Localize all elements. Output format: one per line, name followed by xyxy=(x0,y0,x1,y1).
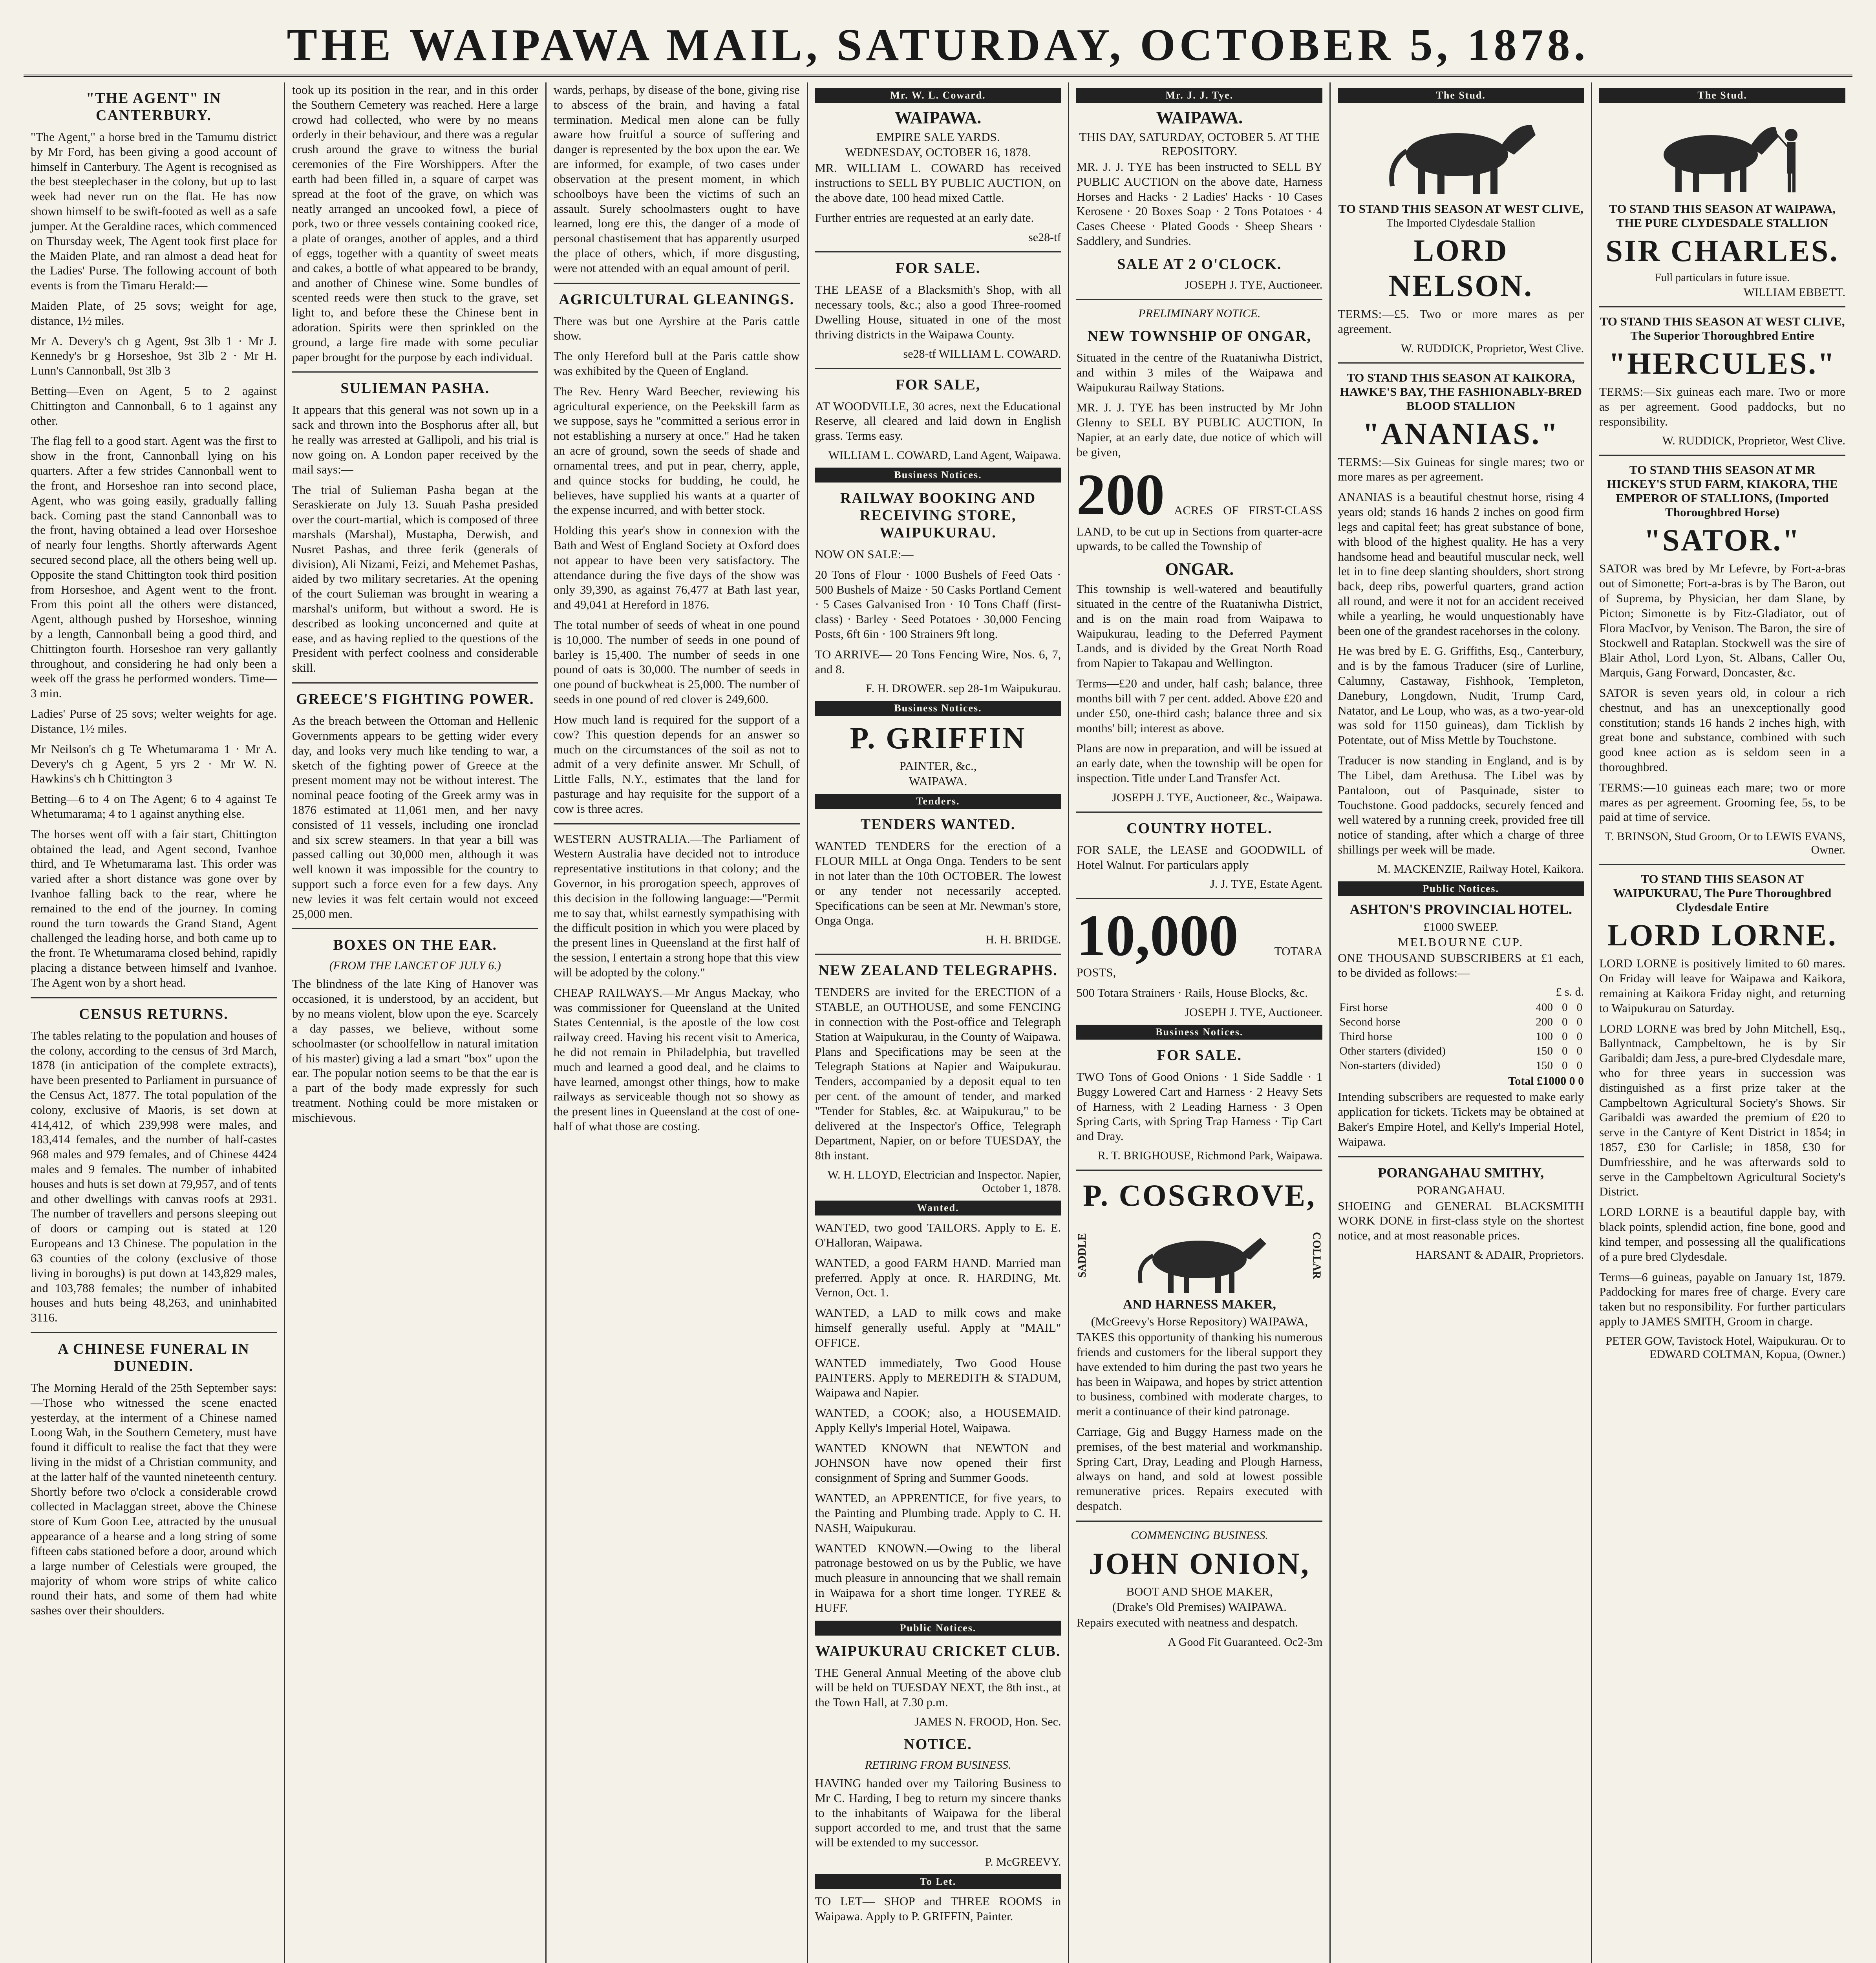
ad-text: Further entries are requested at an early date. xyxy=(815,211,1034,225)
article-paragraph: The flag fell to a good start. Agent was the first to show in the front, Cannonball lying on his quarters. After a few strides Cannonball went to the front, and Horseshoe ran into second place, Agent, who was going easily, gradually falling back. Coming past the stand Cannonball was to the front, having obtained a lead over Horseshoe of nearly four lengths. Shortly afterwards Agent secured second place, all the others being well up. Opposite the stand Chittington took third position from Horseshoe, and Agent went to the front. From this point all the others were distanced, Agent, although pushed by Horseshoe, winning by a length, Cannonball being a good third, and Chittington fourth. Horseshoe ran very gallantly throughout, and considering he had only been a week off the grass he performed wonders. Time—3 min. xyxy=(31,434,277,700)
ad-text: Carriage, Gig and Buggy Harness made on the premises, of the best material and workmanship. Spring Cart, Dray, Leading and Plough Harness, always on hand, and sold at lowest possible remunerative prices. Repairs executed with despatch. xyxy=(1076,1424,1323,1513)
sweep-cell-s: 0 xyxy=(1562,1059,1568,1072)
sweep-cell-label: Second horse xyxy=(1339,1016,1401,1029)
ad-title-tenders: TENDERS WANTED. xyxy=(860,816,1016,833)
ad-title-railway-store: RAILWAY BOOKING AND RECEIVING STORE, WAIPUKURAU. xyxy=(840,490,1036,541)
divider xyxy=(1338,1156,1584,1157)
wanted-ad: WANTED, a good FARM HAND. Married man preferred. Apply at once. R. HARDING, Mt. Vernon, Oct. 1. xyxy=(815,1256,1061,1300)
ad-subheading: The Imported Clydesdale Stallion xyxy=(1386,217,1536,229)
ad-text: Traducer is now standing in England, and is by The Libel, dam Arethusa. The Libel was by Pantaloon, out of Pasquinade, sister to Touchstone. Good paddocks, securely fenced and well watered by a running creek, provided free till notice of standing, after which a charge of three shillings per week will be made. xyxy=(1338,753,1584,856)
ad-signature: PETER GOW, Tavistock Hotel, Waipukurau. Or to EDWARD COLTMAN, Kopua, (Owner.) xyxy=(1605,1334,1846,1361)
ad-text: SATOR was bred by Mr Lefevre, by Fort-a-bras out of Simonette; Fort-a-bras is by The Baron, out of Suprema, by Physician, her dam Slane, by Picton; Simonette is by Fitz-Gladiator, out of Flora MacIvor, by Venison. The Baron, the sire of Stockwell and Rataplan. Stockwell was the sire of Blair Athol, Lord Lyon, St. Albans, Caller Ou, Marquis, Gang Forward, Doncaster, &c. xyxy=(1599,561,1846,680)
stallion-name: "SATOR." xyxy=(1644,523,1801,557)
sweep-row xyxy=(1338,1044,1584,1058)
ad-text: Situated in the centre of the Ruataniwha District, and within 3 miles of the Waipawa and Waipukurau Railway Stations. xyxy=(1076,350,1323,394)
sweep-cell-label: Non-starters (divided) xyxy=(1339,1059,1441,1072)
ad-hercules xyxy=(1599,314,1845,381)
ad-signature: WILLIAM EBBETT. xyxy=(1743,286,1846,299)
ad-signature: R. T. BRIGHOUSE, Richmond Park, Waipawa. xyxy=(1097,1149,1323,1162)
ad-date: WEDNESDAY, OCTOBER 16, 1878. xyxy=(845,145,1031,159)
columns xyxy=(24,82,1852,1963)
ad-title-for-sale: FOR SALE. xyxy=(1157,1047,1242,1064)
sweep-cell-label: Other starters (divided) xyxy=(1339,1045,1446,1058)
headline-census: CENSUS RETURNS. xyxy=(79,1005,229,1022)
ad-location: (Drake's Old Premises) WAIPAWA. xyxy=(1112,1599,1287,1614)
ad-text: This township is well-watered and beautifully situated in the centre of the Ruataniwha District, and is on the main road from Waipawa to Waipukurau, leading to the Deferred Payment Lands, and is divided by the Great North Road from Napier to Takapau and Wellington. xyxy=(1076,582,1323,670)
masthead-title: THE WAIPAWA MAIL, SATURDAY, OCTOBER 5, 1878. xyxy=(287,20,1589,70)
ad-signature: W. RUDDICK, Proprietor, West Clive. xyxy=(1401,342,1584,355)
ad-acres-text: ACRES OF FIRST-CLASS LAND, to be cut up in Sections from quarter-acre upwards, to be called the Township of xyxy=(1076,503,1323,553)
stallion-name: SIR CHARLES. xyxy=(1605,234,1839,268)
headline-greece: GREECE'S FIGHTING POWER. xyxy=(296,691,534,708)
wanted-ad: WANTED, a COOK; also, a HOUSEMAID. Apply Kelly's Imperial Hotel, Waipawa. xyxy=(815,1406,1061,1435)
divider xyxy=(815,251,1061,252)
ad-big-number: 200 xyxy=(1076,462,1165,527)
section-bar-business: Business Notices. xyxy=(815,468,1061,483)
ad-text: Terms—£20 and under, half cash; balance, three months bill with 7 per cent. added. Above £20 and under £50, one-third cash; balance three and six months' bill; interest as above. xyxy=(1076,676,1323,735)
divider xyxy=(815,954,1061,955)
ad-name: P. COSGROVE, xyxy=(1083,1178,1316,1213)
ad-text: LORD LORNE was bred by John Mitchell, Esq., Ballyntnack, Campbeltown, he is by Sir Garibaldi; dam Jess, a pure-bred Clydesdale mare, who for three years in succession was distinguished as a first prize taker at the Campbeltown Agricultural Society's Shows. Sir Garibaldi was awarded the premium of £20 to serve in the Cantyre of Kent District in 1854; in 1857, £30 for Carlisle; in 1858, £30 for Dumfriesshire, and he was afterwards sold to serve in the Campbeltown Agricultural Society's District. xyxy=(1599,1021,1846,1199)
article-paragraph: Betting—Even on Agent, 5 to 2 against Chittington and Cannonball, 6 to 1 against any other. xyxy=(31,384,277,428)
section-bar-business-2: Business Notices. xyxy=(815,701,1061,716)
ad-ashton xyxy=(1338,901,1584,949)
ad-signature: WILLIAM L. COWARD, Land Agent, Waipawa. xyxy=(828,448,1061,462)
ad-text: TWO Tons of Good Onions · 1 Side Saddle · 1 Buggy Lowered Cart and Harness · 2 Heavy Sets of Harness, with 2 Leading Harness · 3 Open Spring Carts, with Spring Trap Harness · Tip Cart and Dray. xyxy=(1076,1070,1323,1143)
ad-title-telegraphs: NEW ZEALAND TELEGRAPHS. xyxy=(818,962,1058,979)
article-paragraph: Mr A. Devery's ch g Agent, 9st 3lb 1 · Mr J. Kennedy's br g Horseshoe, 9st 3lb 2 · Mr H. Lunn's Cannonball, 9st 3lb 3 xyxy=(31,334,277,378)
ad-lord-nelson xyxy=(1338,202,1584,303)
ad-cosgrove-art xyxy=(1076,1216,1322,1295)
sweep-cell-s: 0 xyxy=(1562,1045,1568,1058)
sweep-cell-d: 0 xyxy=(1576,1016,1583,1029)
ad-title-ongar: NEW TOWNSHIP OF ONGAR, xyxy=(1087,327,1312,344)
ad-signature: JOSEPH J. TYE, Auctioneer. xyxy=(1185,1006,1323,1019)
ad-side-word: SADDLE xyxy=(1076,1233,1089,1278)
ad-signature: P. McGREEVY. xyxy=(985,1855,1061,1869)
ad-subtitle: COMMENCING BUSINESS. xyxy=(1130,1528,1268,1542)
ad-text: TO ARRIVE— 20 Tons Fencing Wire, Nos. 6, 7, and 8. xyxy=(815,647,1061,676)
masthead xyxy=(24,16,1852,77)
ad-name: P. GRIFFIN xyxy=(850,721,1026,755)
ad-heading: TO STAND THIS SEASON AT MR HICKEY'S STUD FARM, KIAKORA, THE EMPEROR OF STALLIONS, (Imported Thoroughbred Horse) xyxy=(1607,463,1838,519)
ad-signature: JOSEPH J. TYE, Auctioneer, &c., Waipawa. xyxy=(1112,791,1323,804)
ad-sir-charles xyxy=(1599,202,1845,284)
ad-trade: BOOT AND SHOE MAKER, xyxy=(1126,1584,1273,1598)
ad-text-posts xyxy=(1076,903,1323,980)
ad-title-for-sale-2: FOR SALE, xyxy=(895,376,981,393)
horse-illustration-icon xyxy=(1125,1216,1274,1295)
ad-text: WANTED TENDERS for the erection of a FLOUR MILL at Onga Onga. Tenders to be sent in not later than the 10th OCTOBER. The lowest or any tender not necessarily accepted. Specifications can be seen at Mr. Newman's store, Onga Onga. xyxy=(815,839,1061,927)
ad-side-word: COLLAR xyxy=(1310,1232,1323,1279)
ad-text: LORD LORNE is a beautiful dapple bay, with black points, splendid action, fine bone, good and kind temper, and possessing all the qualifications of a pure bred Clydesdale. xyxy=(1599,1205,1846,1263)
sweep-cell-label: First horse xyxy=(1339,1001,1388,1014)
column-4 xyxy=(808,82,1070,1963)
ad-text-acres xyxy=(1076,462,1323,554)
ad-lord-lorne xyxy=(1599,872,1845,953)
ad-town: WAIPAWA. xyxy=(1156,108,1243,127)
ad-text: MR. J. J. TYE has been instructed to SELL BY PUBLIC AUCTION on the above date, Harness Horses and Hacks · 2 Ladies' Hacks · 10 Cases Kerosene · 20 Boxes Soap · 2 Tons Potatoes · 4 Cases Cheese · Plated Goods · Sheep Shears · Saddlery, and Sundries. xyxy=(1076,160,1323,248)
ad-date: THIS DAY, SATURDAY, OCTOBER 5. AT THE REPOSITORY. xyxy=(1079,130,1320,158)
divider xyxy=(1599,864,1845,865)
sweep-cell-s: 0 xyxy=(1562,1016,1568,1029)
ad-cosgrove xyxy=(1076,1178,1322,1329)
article-paragraph: The only Hereford bull at the Paris cattle show was exhibited by the Queen of England. xyxy=(553,349,800,378)
ad-heading: ASHTON'S PROVINCIAL HOTEL. xyxy=(1349,901,1572,917)
ad-code: se28-tf xyxy=(1028,231,1061,244)
article-paragraph: WESTERN AUSTRALIA.—The Parliament of Western Australia have decided not to introduce representative institutions in that colony; and the Governor, in his prorogation speech, approves of this decision in the following language:—"Permit me to say that, whilst earnestly sympathising with the difficult position in which you were placed by the present lines in Queensland at the first half of the session, I entertain a strong hope that this view will be adopted by the colony." xyxy=(553,832,800,979)
divider xyxy=(1076,1170,1322,1171)
ad-name: JOHN ONION, xyxy=(1088,1546,1310,1581)
article-source: (FROM THE LANCET OF JULY 6.) xyxy=(329,959,501,972)
ad-signature: W. H. LLOYD, Electrician and Inspector. Napier, October 1, 1878. xyxy=(827,1168,1061,1195)
ad-text: THE General Annual Meeting of the above club will be held on TUESDAY NEXT, the 8th inst., at the Town Hall, at 7.30 p.m. xyxy=(815,1665,1061,1709)
article-paragraph: Betting—6 to 4 on The Agent; 6 to 4 against Te Whetumarama; 4 to 1 against anything else. xyxy=(31,792,277,821)
ad-title-country-hotel: COUNTRY HOTEL. xyxy=(1126,820,1273,837)
ad-coward-auction xyxy=(815,108,1061,159)
divider xyxy=(1338,362,1584,364)
wanted-ad: WANTED, an APPRENTICE, for five years, to the Painting and Plumbing trade. Apply to C. H. NASH, Waipukurau. xyxy=(815,1491,1061,1535)
article-paragraph: The total number of seeds of wheat in one pound is 10,000. The number of seeds in one pound of barley is 15,400. The number of seeds in one pound of oats is 30,000. The number of seeds in one pound of buckwheat is 25,000. The number of seeds in one pound of red clover is 249,600. xyxy=(553,618,800,706)
divider xyxy=(1599,455,1845,456)
sweep-cell-l: 150 xyxy=(1536,1059,1553,1072)
article-paragraph: How much land is required for the support of a cow? This question depends for an answer so much on the circumstances of the soil as not to admit of a very definite answer. Mr Schull, of Little Falls, N.Y., estimates that the land for pasturage and hay requisite for the support of a cow is three acres. xyxy=(553,712,800,815)
horse-and-groom-icon xyxy=(1640,108,1805,198)
ad-text: SHOEING and GENERAL BLACKSMITH WORK DONE in first-class style on the shortest notice, and at most reasonable prices. xyxy=(1338,1199,1584,1243)
ad-signature: W. RUDDICK, Proprietor, West Clive. xyxy=(1662,434,1846,448)
sweep-cell-label: Third horse xyxy=(1339,1030,1392,1043)
ad-heading: TO STAND THIS SEASON AT WAIPUKURAU, The Pure Thoroughbred Clydesdale Entire xyxy=(1613,872,1832,914)
ad-signature: H. H. BRIDGE. xyxy=(985,933,1061,947)
ad-signature: J. J. TYE, Estate Agent. xyxy=(1210,877,1323,891)
ad-trade: PAINTER, &c., xyxy=(899,759,977,773)
article-paragraph: The horses went off with a fair start, Chittington obtained the lead, and Agent second, Ivanhoe third, and Te Whetumarama last. This order was varied after a short distance was gone over by Ivanhoe falling back to the rear, where he remained to the end of the journey. In coming round the turn towards the Grand Stand, Agent challenged the leading horse, and both came up to the front. Te Whetumarama closed behind, rapidly placing a distance between himself and Ivanhoe. The Agent won by a short head. xyxy=(31,827,277,989)
ad-location: PORANGAHAU. xyxy=(1417,1183,1505,1197)
sweep-cell-s: 0 xyxy=(1562,1001,1568,1014)
stallion-name: LORD LORNE. xyxy=(1607,918,1838,952)
article-paragraph: The trial of Sulieman Pasha began at the Seraskierate on July 13. Suuah Pasha presided over the court-martial, which is composed of three marshals (Marshal), Mustapha, Derwish, and Nusret Pashas, and three ferik (generals of division), Ali Nizami, Feizi, and Mehemet Pashas, aided by two military secretaries. At the opening of the court Sulieman was brought in wearing a marshal's uniform, but without a sword. He is described as looking unconcerned and quite at ease, and as having replied to the questions of the President with perfect coolness and considerable skill. xyxy=(292,483,538,675)
ad-text: AT WOODVILLE, 30 acres, next the Educational Reserve, all cleared and laid down in English grass. Terms easy. xyxy=(815,399,1061,443)
ad-signature: JAMES N. FROOD, Hon. Sec. xyxy=(914,1715,1061,1728)
sweep-cell-l: 150 xyxy=(1536,1045,1553,1058)
ad-griffin xyxy=(815,720,1061,788)
sweep-currency-header: £ s. d. xyxy=(1556,985,1584,999)
headline-sulieman: SULIEMAN PASHA. xyxy=(340,380,490,397)
ad-text: 20 Tons of Flour · 1000 Bushels of Feed Oats · 500 Bushels of Maize · 50 Casks Portland Cement · 5 Cases Galvanised Iron · 10 Tons Chaff (first-class) · Barley · Seed Potatoes · 30,000 Fencing Posts, 6ft 6in · 100 Strainers 9ft long. xyxy=(815,567,1061,641)
divider xyxy=(1076,812,1322,813)
article-paragraph: took up its position in the rear, and in this order the Southern Cemetery was reached. Here a large crowd had collected, who were by no means orderly in their behaviour, and there was a regular crush around the grave to witness the burial ceremonies of the Fire Worshippers. After the earth had been filled in, a square of carpet was spread at the foot of the grave, on which was neatly arranged an uncooked fowl, a piece of pork, two or three vessels containing cooked rice, a plate of oranges, another of apples, and a third of eggs, together with a quantity of sweet meats and cakes, a bottle of what appeared to be brandy, and another of Chinese wine. Some bundles of scented reeds were then stuck to the grave, set light to, and before these the Chinese bent in adoration. Spirits were then sprinkled on the ground, a large fire made with some peculiar paper brought for the purpose by each individual. xyxy=(292,83,538,364)
wanted-ad: WANTED, a LAD to milk cows and make himself generally useful. Apply at "MAIL" OFFICE. xyxy=(815,1306,1061,1349)
ad-text: MR. J. J. TYE has been instructed by Mr John Glenny to SELL BY PUBLIC AUCTION, In Napier, at an early date, due notice of which will be given, xyxy=(1076,400,1323,459)
ad-signature: F. H. DROWER. sep 28-1m Waipukurau. xyxy=(866,682,1061,695)
section-bar-wanted: Wanted. xyxy=(815,1201,1061,1215)
sweep-cell-d: 0 xyxy=(1576,1001,1583,1014)
ad-text: FOR SALE, the LEASE and GOODWILL of Hotel Walnut. For particulars apply xyxy=(1076,843,1323,872)
article-paragraph: Ladies' Purse of 25 sovs; welter weights for age. Distance, 1½ miles. xyxy=(31,707,277,735)
section-bar-tenders: Tenders. xyxy=(815,794,1061,809)
ad-title-for-sale: FOR SALE. xyxy=(895,260,981,277)
ad-township-name: ONGAR. xyxy=(1165,559,1234,579)
ad-subheading: £1000 SWEEP. xyxy=(1423,919,1499,934)
divider xyxy=(554,283,800,284)
ad-town: WAIPAWA. xyxy=(909,774,967,788)
article-paragraph: wards, perhaps, by disease of the bone, giving rise to abscess of the brain, and having a fatal termination. Medical men alone can be fully aware how fruitful a source of suffering and danger is represented by the box upon the ear. We are informed, for example, of two cases under observation at the present moment, in which schoolboys have been the victims of such an assault. Surely schoolmasters ought to have learned, long ere this, the danger of a mode of personal chastisement that has apparently usurped the place of others, which, if more disgusting, were not attended with an equal amount of peril. xyxy=(553,83,800,275)
sweep-table xyxy=(1338,1000,1584,1073)
ad-text: ONE THOUSAND SUBSCRIBERS at £1 each, to be divided as follows:— xyxy=(1338,950,1584,980)
sweep-cell-d: 0 xyxy=(1576,1045,1583,1058)
wanted-ad: WANTED KNOWN.—Owing to the liberal patronage bestowed on us by the Public, we have much pleasure in announcing that we shall remain in Waipawa for a short time longer. TYREE & HUFF. xyxy=(815,1541,1061,1614)
article-paragraph: The Rev. Henry Ward Beecher, reviewing his agricultural experience, on the Peekskill farm as we suppose, says he "committed a serious error in not establishing a nursery at once." Had he taken an acre of ground, sown the seeds of shade and ornamental trees, and put in pear, cherry, apple, and quince stocks for budding, he could, he believes, have supplied his wants at a quarter of the expense incurred, and with better stock. xyxy=(553,384,800,517)
section-bar-stud: The Stud. xyxy=(1338,88,1584,103)
column-6 xyxy=(1331,82,1592,1963)
ad-text: HAVING handed over my Tailoring Business to Mr C. Harding, I beg to return my sincere thanks to the inhabitants of Waipawa for the liberal support accorded to me, and trust that the same will be extended to my successor. xyxy=(815,1776,1061,1850)
column-1 xyxy=(24,82,285,1963)
ad-ananias xyxy=(1338,371,1584,451)
divider xyxy=(554,823,800,824)
column-2 xyxy=(285,82,547,1963)
divider xyxy=(1076,898,1322,899)
divider xyxy=(292,682,538,684)
ad-title-notice: NOTICE. xyxy=(904,1736,972,1753)
ad-heading: TO STAND THIS SEASON AT WEST CLIVE, xyxy=(1338,202,1583,216)
article-paragraph: Mr Neilson's ch g Te Whetumarama 1 · Mr A. Devery's ch g Agent, 5 yrs 2 · Mr W. N. Hawkins's ch h Chittington 3 xyxy=(31,742,277,786)
sweep-row xyxy=(1338,1015,1584,1029)
sweep-cell-l: 400 xyxy=(1536,1001,1553,1014)
ad-town: WAIPAWA. xyxy=(894,108,982,127)
column-7 xyxy=(1592,82,1852,1963)
sweep-cell-l: 100 xyxy=(1536,1030,1553,1043)
draught-horse-icon xyxy=(1379,108,1543,198)
ad-ongar-name-wrap xyxy=(1076,559,1322,579)
divider xyxy=(31,1332,277,1333)
section-bar-stud: The Stud. xyxy=(1599,88,1845,103)
article-paragraph: As the breach between the Ottoman and Hellenic Governments appears to be getting wider every day, and looks very much like tending to war, a sketch of the fighting power of Greece at the present moment may not be without interest. The nominal peace footing of the Greek army was in 1876 estimated at 11,061 men, and her navy consisted of 11 vessels, including one ironclad and six screw steamers. In that year a bill was passed calling out 30,000 men, although it was well known it was impossible for the country to support such a force even for a few days. Any new levies it was felt certain would not exceed 25,000 men. xyxy=(292,714,538,921)
ad-tye-auction xyxy=(1076,108,1322,158)
divider xyxy=(292,371,538,373)
ad-venue: EMPIRE SALE YARDS. xyxy=(876,130,1000,144)
ad-subtitle: RETIRING FROM BUSINESS. xyxy=(865,1758,1011,1771)
article-paragraph: The blindness of the late King of Hanover was occasioned, it is understood, by an accident, but by no means violent, blow upon the eye. Scarcely a day passes, we believe, without some schoolmaster (or schoolfellow in natural imitation of his master) giving a lad a smart "box" upon the ear. The popular notion seems to be that the ear is a part of the body made expressly for such treatment. Nothing could be more mistaken or mischievous. xyxy=(292,977,538,1124)
headline-agricultural: AGRICULTURAL GLEANINGS. xyxy=(559,291,795,308)
ad-text: TAKES this opportunity of thanking his numerous friends and customers for the liberal support they have extended to him during the past two years he has been in Waipawa, and hopes by strict attention to business, combined with moderate charges, to merit a continuance of their kind patronage. xyxy=(1076,1330,1323,1418)
column-5 xyxy=(1069,82,1331,1963)
ad-heading: TO STAND THIS SEASON AT WAIPAWA, THE PURE CLYDESDALE STALLION xyxy=(1609,202,1836,230)
sweep-cell-s: 0 xyxy=(1562,1030,1568,1043)
sweep-cell-d: 0 xyxy=(1576,1030,1583,1043)
ad-subheading: MELBOURNE CUP. xyxy=(1398,935,1524,949)
sweep-row xyxy=(1338,1029,1584,1044)
section-bar-business: Business Notices. xyxy=(1076,1025,1322,1040)
headline-chinese-funeral: A CHINESE FUNERAL IN DUNEDIN. xyxy=(58,1340,250,1374)
divider xyxy=(1076,299,1322,300)
article-paragraph: There was but one Ayrshire at the Paris cattle show. xyxy=(553,314,800,343)
wanted-ad: WANTED KNOWN that NEWTON and JOHNSON have now opened their first consignment of Spring and Summer Goods. xyxy=(815,1441,1061,1485)
ad-text: TO LET— SHOP and THREE ROOMS in Waipawa. Apply to P. GRIFFIN, Painter. xyxy=(815,1894,1061,1923)
section-bar-tye: Mr. J. J. Tye. xyxy=(1076,88,1322,103)
section-bar-public: Public Notices. xyxy=(815,1621,1061,1636)
article-paragraph: It appears that this general was not sown up in a sack and thrown into the Bosphorus after all, but he really was arrested at Gallipoli, and his trial is now going on. A London paper received by the mail says:— xyxy=(292,403,538,476)
ad-signature: HARSANT & ADAIR, Proprietors. xyxy=(1415,1248,1584,1262)
wanted-ad: WANTED, two good TAILORS. Apply to E. E. O'Halloran, Waipawa. xyxy=(815,1221,1061,1249)
ad-heading: PORANGAHAU SMITHY, xyxy=(1378,1164,1544,1181)
stallion-name: LORD NELSON. xyxy=(1388,233,1533,303)
divider xyxy=(1599,306,1845,307)
stallion-name: "HERCULES." xyxy=(1608,346,1836,380)
ad-signature: JOSEPH J. TYE, Auctioneer. xyxy=(1185,278,1323,291)
divider xyxy=(1076,1521,1322,1522)
ad-text: TERMS:—Six guineas each mare. Two or more as per agreement. Good paddocks, but no responsibility. xyxy=(1599,385,1846,428)
ad-text: Repairs executed with neatness and despatch. xyxy=(1076,1615,1298,1629)
article-paragraph: Holding this year's show in connexion with the Bath and West of England Society at Oxford does not appear to have been very satisfactory. The attendance during the five days of the show was only 39,390, as against 76,477 at Bath last year, and 49,041 at Hereford in 1876. xyxy=(553,523,800,612)
ad-signature: T. BRINSON, Stud Groom, Or to LEWIS EVANS, Owner. xyxy=(1604,830,1846,857)
ad-big-number: 10,000 xyxy=(1076,903,1238,969)
ad-subheading: Full particulars in future issue. xyxy=(1655,272,1790,284)
article-paragraph: The tables relating to the population and houses of the colony, according to the census of 3rd March, 1878 (in anticipation of the complete extracts), have been presented to Parliament in pursuance of the Census Act, 1877. The total population of the colony, exclusive of Maoris, is set down at 414,412, of which 239,998 were males, and 183,414 females, and the number of half-castes 968 males and 979 females, and of Chinese 4424 males and 9 females. The number of inhabited houses and huts is set down at 79,957, and of tents and other dwellings with canvas roofs at 2931. The number of travellers and persons sleeping out of doors or camping out is stated at 120 Europeans and 13 Chinese. The population in the 63 counties of the colony (exclusive of those living in boroughs) is put down at 143,829 males, and 103,788 females; the number of inhabited houses and huts being 48,263, and uninhabited 3116. xyxy=(31,1028,277,1325)
sweep-row xyxy=(1338,1000,1584,1015)
ad-text: MR. WILLIAM L. COWARD has received instructions to SELL BY PUBLIC AUCTION, on the above date, 100 head mixed Cattle. xyxy=(815,161,1061,205)
article-paragraph: The Morning Herald of the 25th September says:—Those who witnessed the scene enacted yesterday, at the interment of a Chinese named Loong Wah, in the Southern Cemetery, must have found it difficult to realise the fact that they were living in the midst of a Christian community, and at the latter half of the vaunted nineteenth century. Shortly before two o'clock a considerable crowd collected in Maclaggan street, above the Chinese store of Kum Goon Lee, attracted by the unusual appearance of a hearse and a long string of some fifteen cabs stationed before a door, around which a large number of Celestials were grouped, the majority of whom wore strips of white calico round their hats, and some of them had white sashes over their shoulders. xyxy=(31,1380,277,1618)
article-paragraph: "The Agent," a horse bred in the Tamumu district by Mr Ford, has been giving a good account of himself in Canterbury. The Agent is recognised as the best steeplechaser in the colony, but up to last week had never run on the flat. He has now shown himself to be swift-footed as well as a safe jumper. At the Geraldine races, which commenced on Thursday week, The Agent took first place for the Maiden Plate, and ran almost a dead heat for the Ladies' Purse. The following account of both events is from the Timaru Herald:— xyxy=(31,130,277,292)
section-bar-to-let: To Let. xyxy=(815,1874,1061,1889)
ad-text: ANANIAS is a beautiful chestnut horse, rising 4 years old; stands 16 hands 2 inches on good firm legs and capital feet; has great substance of bone, with blood of the highest quality. He has a very handsome head and beautiful muscular neck, well let in to fine deep slanting shoulders, short strong back, deep ribs, powerful quarters, grand action all round, and were it not for an accident received while a yearling, he would unquestionably have been one of the grandest racehorses in the colony. xyxy=(1338,490,1584,638)
divider xyxy=(292,928,538,929)
wanted-ad: WANTED immediately, Two Good House PAINTERS. Apply to MEREDITH & STADUM, Waipawa and Napier. xyxy=(815,1356,1061,1400)
ad-signature: se28-tf WILLIAM L. COWARD. xyxy=(903,347,1061,360)
ad-onion xyxy=(1076,1546,1322,1614)
sweep-cell-d: 0 xyxy=(1576,1059,1583,1072)
ad-text: Plans are now in preparation, and will be issued at an early date, when the township will be open for inspection. Title under Land Transfer Act. xyxy=(1076,741,1323,785)
ad-posts-label: TOTARA POSTS, xyxy=(1076,944,1323,980)
article-paragraph: Maiden Plate, of 25 sovs; weight for age, distance, 1½ miles. xyxy=(31,298,277,327)
sweep-row xyxy=(1338,1058,1584,1073)
ad-signature: A Good Fit Guaranteed. Oc2-3m xyxy=(1168,1635,1323,1649)
sweep-cell-l: 200 xyxy=(1536,1016,1553,1029)
ad-text: THE LEASE of a Blacksmith's Shop, with all necessary tools, &c.; also a good Three-roomed Dwelling House, situated in one of the most thriving districts in the Waipawa County. xyxy=(815,283,1061,341)
ad-smithy xyxy=(1338,1164,1584,1197)
ad-heading: TO STAND THIS SEASON AT KAIKORA, HAWKE'S BAY, THE FASHIONABLY-BRED BLOOD STALLION xyxy=(1340,370,1582,413)
ad-text: TERMS:—10 guineas each mare; two or more mares as per agreement. Grooming fee, 5s, to be paid at time of service. xyxy=(1599,780,1846,824)
ad-title-cricket: WAIPUKURAU CRICKET CLUB. xyxy=(815,1643,1061,1660)
ad-text: NOW ON SALE:— xyxy=(815,547,914,561)
ad-subtitle: PRELIMINARY NOTICE. xyxy=(1138,307,1261,320)
divider xyxy=(815,368,1061,369)
ad-text: LORD LORNE is positively limited to 60 mares. On Friday will leave for Waipawa and Kaikora, remaining at Kaikora Friday night, and returning to Waipukurau on Saturday. xyxy=(1599,956,1846,1015)
article-paragraph: CHEAP RAILWAYS.—Mr Angus Mackay, who was commissioner for Queensland at the United States Centennial, is the apostle of the low cost railway creed. Having his recent visit to America, he did not remain in Philadelphia, but travelled much and learned a good deal, and he claims to have learned, amongst other things, how to make railways as serviceable though not so showy as the present lines in Queensland at the cost of one-half of what those are costing. xyxy=(553,985,800,1133)
ad-text: TERMS:—Six Guineas for single mares; two or more mares as per agreement. xyxy=(1338,455,1584,484)
section-bar-public: Public Notices. xyxy=(1338,881,1584,896)
ad-text: SATOR is seven years old, in colour a rich chestnut, and has an unexceptionally good constitution; stands 16 hands 2 inches high, with great bone and substance, combined with such good knee action as is seldom seen in a thoroughbred. xyxy=(1599,685,1846,774)
ad-location: (McGreevy's Horse Repository) WAIPAWA, xyxy=(1091,1314,1308,1329)
divider xyxy=(31,997,277,998)
stallion-name: "ANANIAS." xyxy=(1362,416,1560,451)
ad-sator xyxy=(1599,463,1845,558)
ad-text: 500 Totara Strainers · Rails, House Blocks, &c. xyxy=(1076,986,1308,1000)
headline-the-agent: "THE AGENT" IN CANTERBURY. xyxy=(86,90,221,124)
ad-heading: TO STAND THIS SEASON AT WEST CLIVE, The Superior Thoroughbred Entire xyxy=(1600,314,1845,342)
ad-text: TERMS:—£5. Two or more mares as per agreement. xyxy=(1338,307,1584,336)
ad-text: TENDERS are invited for the ERECTION of a STABLE, an OUTHOUSE, and some FENCING in connection with the Post-office and Telegraph Station at Waipukurau, in the County of Waipawa. Plans and Specifications may be seen at the Telegraph Stations at Napier and Waipukurau. Tenders, accompanied by a deposit equal to ten per cent. of the amount of tender, and marked "Tender for Stables, &c. at Waipukurau," to be delivered at the Inspector's Office, Telegraph Department, Napier, on or before TUESDAY, the 8th instant. xyxy=(815,985,1061,1162)
ad-signature: M. MACKENZIE, Railway Hotel, Kaikora. xyxy=(1377,862,1584,875)
headline-boxes-on-ear: BOXES ON THE EAR. xyxy=(333,937,497,954)
sweep-total: Total £1000 0 0 xyxy=(1508,1075,1584,1088)
ad-text: Intending subscribers are requested to make early application for tickets. Tickets may be obtained at Baker's Empire Hotel, and Kelly's Imperial Hotel, Waipawa. xyxy=(1338,1090,1584,1148)
ad-text: Terms—6 guineas, payable on January 1st, 1879. Paddocking for mares free of charge. Every care taken but no responsibility. For further particulars apply to JAMES SMITH, Groom in charge. xyxy=(1599,1270,1846,1328)
ad-trade: AND HARNESS MAKER, xyxy=(1123,1297,1276,1312)
ad-text: He was bred by E. G. Griffiths, Esq., Canterbury, and is by the famous Traducer (sire of Lurline, Calumny, Castaway, Fishhook, Templeton, Danebury, Longdown, Nudit, Trump Card, Natator, and Le Loup, who was, as a two-year-old was sold for 1150 guineas), dam Ticklish by Potentate, out of Miss Mettle by Touchstone. xyxy=(1338,644,1584,747)
column-3 xyxy=(547,82,808,1963)
ad-sale-time: SALE AT 2 O'CLOCK. xyxy=(1117,256,1282,272)
section-bar-coward: Mr. W. L. Coward. xyxy=(815,88,1061,103)
